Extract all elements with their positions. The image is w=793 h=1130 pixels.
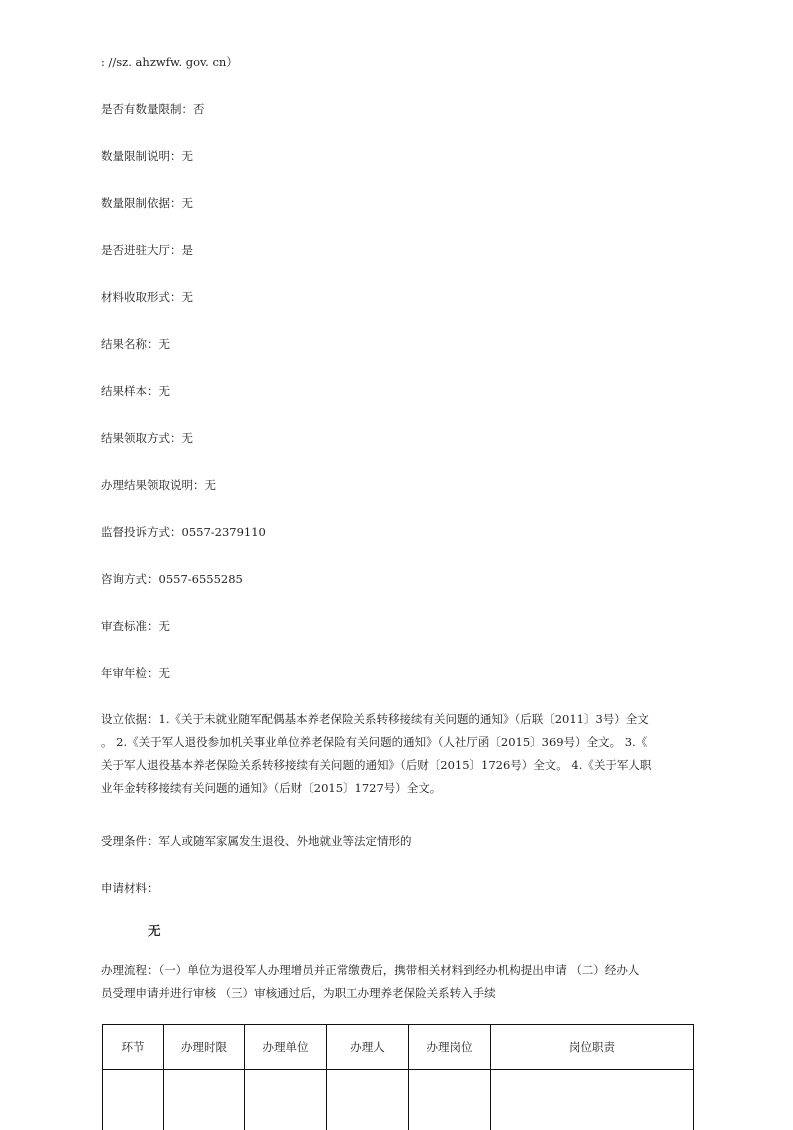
materials-label: 申请材料： (101, 881, 159, 895)
result-name-line: 结果名称：无 (101, 337, 170, 351)
process-line: 员受理申请并进行审核 （三）审核通过后，为职工办理养老保险关系转入手续 (101, 982, 696, 1005)
process-table (102, 1024, 694, 1130)
header-time-limit: 办理时限 (164, 1025, 245, 1070)
header-post: 办理岗位 (409, 1025, 491, 1070)
header-handler: 办理人 (327, 1025, 409, 1070)
website-url-line: : //sz. ahzwfw. gov. cn） (101, 55, 238, 69)
table-cell (409, 1070, 491, 1130)
process-line: 办理流程：（一）单位为退役军人办理增员并正常缴费后，携带相关材料到经办机构提出申请 （二）经办人 (101, 959, 696, 982)
table-cell (327, 1070, 409, 1130)
table-cell (491, 1070, 694, 1130)
table-row (103, 1070, 694, 1130)
header-duty: 岗位职责 (491, 1025, 694, 1070)
table-cell (103, 1070, 164, 1130)
table-header-row (103, 1025, 694, 1070)
hall-entry-line: 是否进驻大厅：是 (101, 243, 193, 257)
basis-line: 。 2.《关于军人退役参加机关事业单位养老保险有关问题的通知》（人社厅函〔2015〕369号）全文。 3.《 (101, 731, 696, 754)
review-standard-line: 审查标准：无 (101, 619, 170, 633)
complaint-contact-line: 监督投诉方式：0557-2379110 (101, 525, 266, 539)
conditions-line: 受理条件：军人或随军家属发生退役、外地就业等法定情形的 (101, 834, 412, 848)
basis-line: 关于军人退役基本养老保险关系转移接续有关问题的通知》（后财〔2015〕1726号）全文。 4.《关于军人职 (101, 754, 696, 777)
result-sample-line: 结果样本：无 (101, 384, 170, 398)
basis-line: 设立依据：1.《关于未就业随军配偶基本养老保险关系转移接续有关问题的通知》（后联〔2011〕3号）全文 (101, 708, 696, 731)
basis-line: 业年金转移接续有关问题的通知》（后财〔2015〕1727号）全文。 (101, 777, 696, 800)
materials-value: 无 (148, 921, 161, 939)
table-cell (164, 1070, 245, 1130)
basis-paragraph (101, 708, 696, 800)
material-form-line: 材料收取形式：无 (101, 290, 193, 304)
consult-contact-line: 咨询方式：0557-6555285 (101, 572, 243, 586)
header-unit: 办理单位 (245, 1025, 327, 1070)
table-cell (245, 1070, 327, 1130)
annual-review-line: 年审年检：无 (101, 666, 170, 680)
result-collection-line: 结果领取方式：无 (101, 431, 193, 445)
quantity-limit-basis-line: 数量限制依据：无 (101, 196, 193, 210)
quantity-limit-line: 是否有数量限制：否 (101, 102, 205, 116)
result-collection-desc-line: 办理结果领取说明：无 (101, 478, 216, 492)
quantity-limit-desc-line: 数量限制说明：无 (101, 149, 193, 163)
header-step: 环节 (103, 1025, 164, 1070)
process-paragraph (101, 959, 696, 1005)
